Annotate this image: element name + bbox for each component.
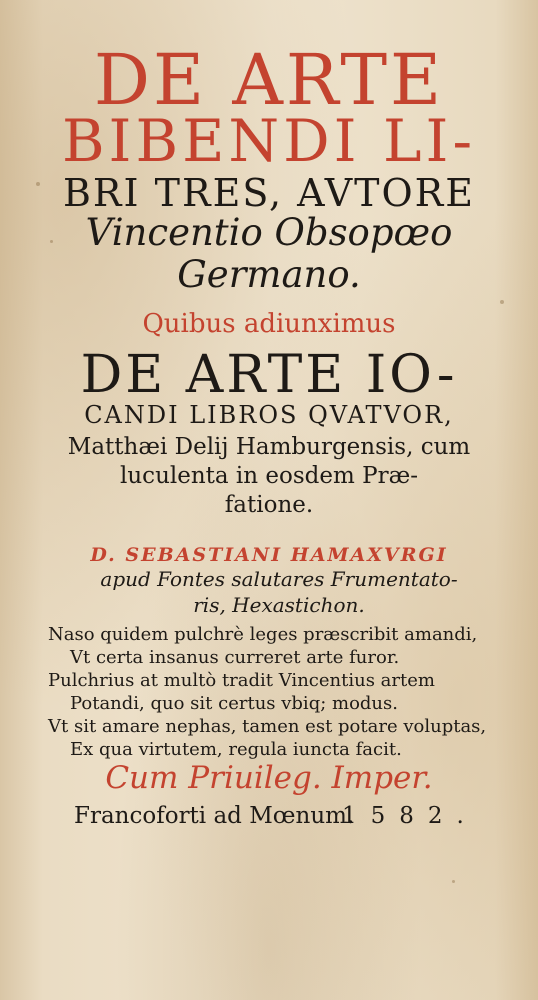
verse-line: Vt certa insanus curreret arte furor.: [70, 647, 400, 668]
author-origin: Germano.: [177, 253, 361, 296]
privilege-line: Cum Priuileg. Imper.: [105, 760, 433, 796]
author-name: Vincentio Obsopœo: [85, 211, 453, 254]
supplement-preface-1: luculenta in eosdem Præ-: [120, 463, 418, 489]
supplement-title-1: DE ARTE IO-: [80, 345, 458, 405]
epigram-subheading-1: apud Fontes salutares Frumentato-: [100, 567, 458, 591]
title-line-3: BRI TRES, AVTORE: [63, 171, 475, 215]
imprint-place: Francoforti ad Mœnum.: [74, 803, 355, 829]
foxing-spot: [452, 880, 455, 883]
verse-line: Potandi, quo sit certus vbiq; modus.: [70, 693, 398, 714]
supplement-title-2: CANDI LIBROS QVATVOR,: [84, 401, 454, 429]
foxing-spot: [500, 300, 504, 304]
supplement-author: Matthæi Delij Hamburgensis, cum: [67, 434, 471, 460]
epigram-heading: D. SEBASTIANI HAMAXVRGI: [90, 544, 448, 566]
verse-line: Pulchrius at multò tradit Vincentius artem: [48, 670, 435, 691]
title-line-1: DE ARTE: [93, 39, 445, 121]
epigram-subheading-2: ris, Hexastichon.: [193, 593, 365, 617]
title-line-2: BIBENDI LI-: [61, 107, 477, 175]
supplement-intro: Quibus adiunximus: [142, 309, 396, 339]
verse-line: Vt sit amare nephas, tamen est potare voluptas,: [48, 716, 487, 737]
imprint-year: 1582.: [342, 803, 478, 829]
supplement-preface-2: fatione.: [224, 492, 314, 518]
verse-line: Ex qua virtutem, regula iuncta facit.: [70, 739, 402, 760]
verse-line: Naso quidem pulchrè leges præscribit amandi,: [48, 624, 478, 645]
